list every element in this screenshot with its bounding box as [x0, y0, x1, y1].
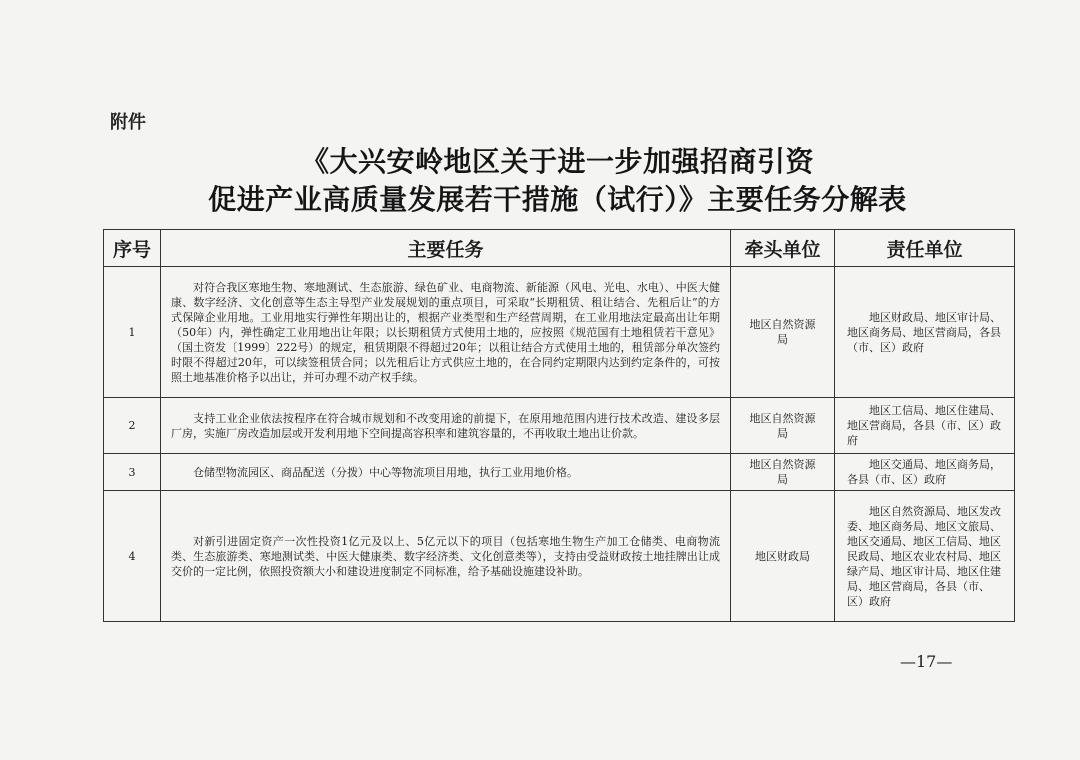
- row-responsible: 地区财政局、地区审计局、地区商务局、地区营商局，各县（市、区）政府: [835, 267, 1015, 398]
- document-title-line-1: 《大兴安岭地区关于进一步加强招商引资: [300, 145, 814, 178]
- row-responsible: 地区工信局、地区住建局、地区营商局，各县（市、区）政府: [835, 398, 1015, 454]
- page-number: —17—: [900, 652, 953, 671]
- row-lead: 地区财政局: [731, 491, 835, 622]
- row-task: 支持工业企业依法按程序在符合城市规划和不改变用途的前提下，在原用地范围内进行技术改造、建设多层厂房，实施厂房改造加层或开发利用地下空间提高容积率和建筑容量的，不再收取土地出让价款。: [161, 398, 731, 454]
- header-no: 序号: [104, 230, 161, 267]
- row-lead: 地区自然资源局: [731, 454, 835, 491]
- table-row: [104, 454, 1015, 491]
- row-no: 3: [104, 454, 161, 491]
- row-lead: 地区自然资源局: [731, 267, 835, 398]
- table-row: [104, 267, 1015, 398]
- row-lead: 地区自然资源局: [731, 398, 835, 454]
- row-task: 仓储型物流园区、商品配送（分拨）中心等物流项目用地，执行工业用地价格。: [161, 454, 731, 491]
- row-responsible: 地区自然资源局、地区发改委、地区商务局、地区文旅局、地区交通局、地区工信局、地区民政局、地区农业农村局、地区绿产局、地区审计局、地区住建局、地区营商局，各县（市、区）政府: [835, 491, 1015, 622]
- header-responsible: 责任单位: [835, 230, 1015, 267]
- header-lead: 牵头单位: [731, 230, 835, 267]
- table-row: [104, 491, 1015, 622]
- task-breakdown-table: [103, 229, 1015, 622]
- row-task: 对符合我区寒地生物、寒地测试、生态旅游、绿色矿业、电商物流、新能源（风电、光电、水电）、中医大健康、数字经济、文化创意等生态主导型产业发展规划的重点项目，可采取“长期租赁、租让结合、先租后让”的方式保障企业用地。工业用地实行弹性年期出让的，根据产业类型和生产经营周期，在工业用地法定最高出让年期（50年）内，弹性确定工业用地出让年限；以长期租赁方式使用土地的，应按照《规范国有土地租赁若干意见》（国土资发〔1999〕222号）的规定，租赁期限不得超过20年；以租让结合方式使用土地的，租赁部分单次签约时限不得超过20年，可以续签租赁合同；以先租后让方式供应土地的，在合同约定期限内达到约定条件的，可按照土地基准价格予以出让，并可办理不动产权手续。: [161, 267, 731, 398]
- header-task: 主要任务: [161, 230, 731, 267]
- document-title-line-2: 促进产业高质量发展若干措施（试行）》主要任务分解表: [208, 183, 907, 216]
- table-header-row: [104, 230, 1015, 267]
- row-responsible: 地区交通局、地区商务局，各县（市、区）政府: [835, 454, 1015, 491]
- attachment-label: 附件: [110, 112, 146, 133]
- row-no: 1: [104, 267, 161, 398]
- table-row: [104, 398, 1015, 454]
- row-task: 对新引进固定资产一次性投资1亿元及以上、5亿元以下的项目（包括寒地生物生产加工仓储类、电商物流类、生态旅游类、寒地测试类、中医大健康类、数字经济类、文化创意类等），支持由受益财政按土地挂牌出让成交价的一定比例，依照投资额大小和建设进度制定不同标准，给予基础设施建设补助。: [161, 491, 731, 622]
- row-no: 4: [104, 491, 161, 622]
- row-no: 2: [104, 398, 161, 454]
